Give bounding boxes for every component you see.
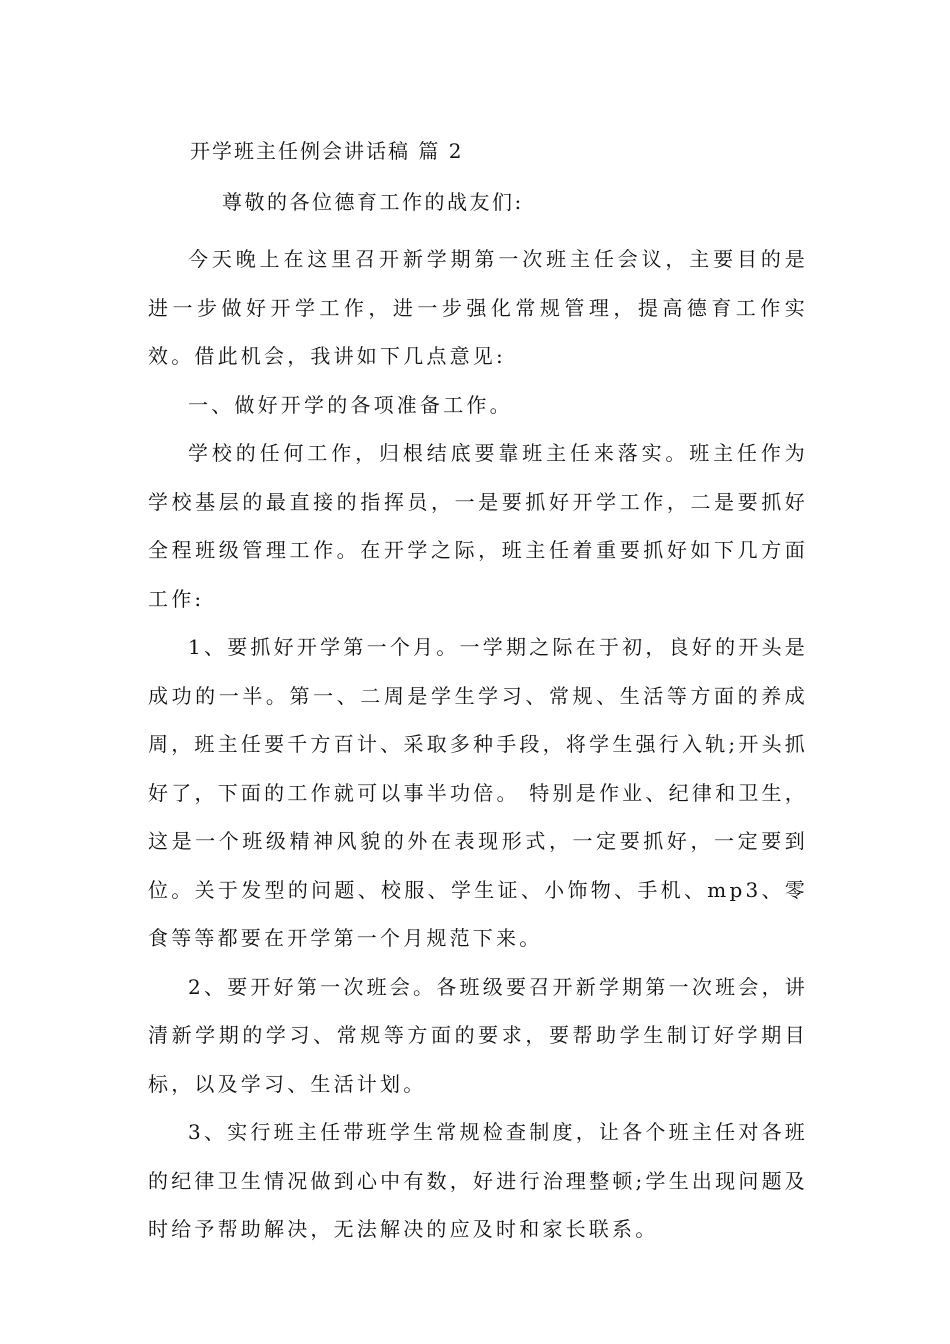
paragraph-item-1: 1、要抓好开学第一个月。一学期之际在于初，良好的开头是成功的一半。第一、二周是学生学习、常规、生活等方面的养成周，班主任要千方百计、采取多种手段，将学生强行入轨;开头抓好了，下面的工作就可以事半功倍。 特别是作业、纪律和卫生，这是一个班级精神风貌的外在表现形式，一定要抓好，一定要到位。关于发型的问题、校服、学生证、小饰物、手机、mp3、零食等等都要在开学第一个月规范下来。 xyxy=(148,635,808,950)
greeting-line: 尊敬的各位德育工作的战友们: xyxy=(222,190,524,214)
document-body xyxy=(148,235,808,1254)
document-title: 开学班主任例会讲话稿 篇 2 xyxy=(190,139,464,163)
section-heading: 一、做好开学的各项准备工作。 xyxy=(188,392,513,417)
paragraph-intro: 今天晚上在这里召开新学期第一次班主任会议，主要目的是进一步做好开学工作，进一步强化常规管理，提高德育工作实效。借此机会，我讲如下几点意见: xyxy=(148,247,808,368)
paragraph-item-3: 3、实行班主任带班学生常规检查制度，让各个班主任对各班的纪律卫生情况做到心中有数，好进行治理整顿;学生出现问题及时给予帮助解决，无法解决的应及时和家长联系。 xyxy=(148,1120,808,1241)
paragraph-overview: 学校的任何工作，归根结底要靠班主任来落实。班主任作为学校基层的最直接的指挥员，一是要抓好开学工作，二是要抓好全程班级管理工作。在开学之际，班主任着重要抓好如下几方面工作: xyxy=(148,441,808,611)
paragraph-item-2: 2、要开好第一次班会。各班级要召开新学期第一次班会，讲清新学期的学习、常规等方面的要求，要帮助学生制订好学期目标，以及学习、生活计划。 xyxy=(148,974,808,1096)
